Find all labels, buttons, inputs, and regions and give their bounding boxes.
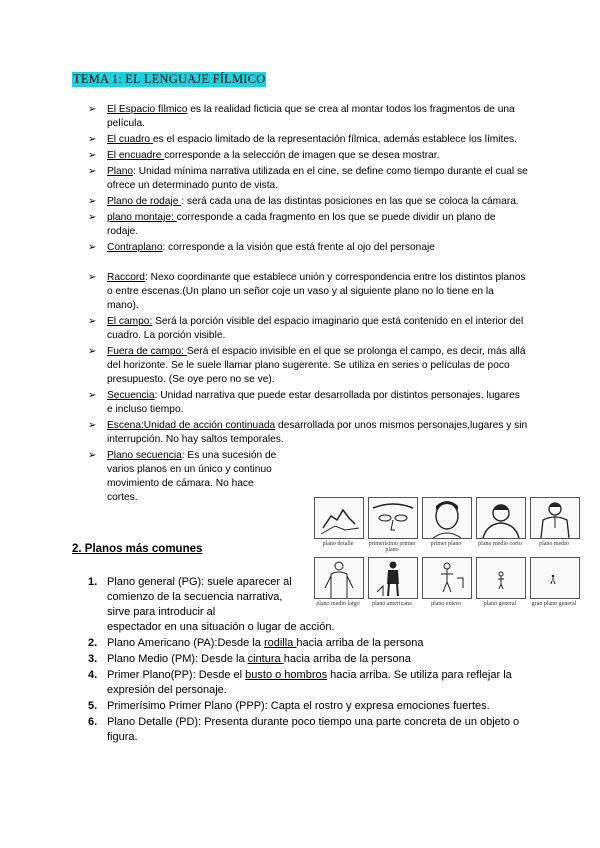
arrow-bullet-icon: ➢ [88,242,97,253]
term: Plano secuencia [107,450,182,461]
long-general-shot-sketch [531,558,579,598]
hands-detail-sketch [315,498,363,538]
shot-thumbnail [368,497,418,539]
definition-text: : Nexo coordinante que establece unión y correspondencia entre los distintos planos o entre escenas.(Un plano un señor coje un vaso y al siguiente plano no lo tiene en la mano). [107,272,526,311]
underlined-text: busto o hombros [245,669,328,681]
term: Raccord [107,272,145,283]
figure-caption: plano medio [539,541,569,547]
shot-thumbnail [314,557,364,599]
arrow-bullet-icon: ➢ [88,212,97,223]
shot-thumbnail [476,557,526,599]
term: El cuadro [107,134,153,145]
arrow-bullet-icon: ➢ [88,104,97,115]
shot-thumbnail [422,557,472,599]
list-item [88,165,528,193]
figure-caption: plano general [483,601,517,607]
shot-thumbnail [476,497,526,539]
plano-text-tail: espectador en una situación o lugar de acción. [107,621,335,633]
arrow-bullet-icon: ➢ [88,390,97,401]
plano-text: Plano Americano (PA):Desde la [107,637,264,649]
item-number: 1. [88,576,98,588]
item-number: 4. [88,669,98,681]
plano-text: Plano Detalle (PD): Presenta durante poco tiempo una parte concreta de un objeto o figura. [107,716,520,743]
plano-text-tail: hacia arriba de la persona [283,653,411,665]
arrow-bullet-icon: ➢ [88,272,97,283]
figure-caption: plano americano [372,601,412,607]
bust-sketch [477,498,525,538]
list-item [88,419,528,447]
term: Fuera de campo: [107,346,187,357]
definition-text: : será cada una de las distintas posiciones en las que se coloca la cámara. [181,196,519,207]
item-number: 5. [88,700,98,712]
plano-text: Primer Plano(PP): Desde el [107,669,246,681]
list-item [88,195,528,209]
figure-caption: plano detalle [322,541,354,547]
definitions-list [88,103,528,507]
item-number: 6. [88,716,98,728]
list-item [88,345,528,387]
face-sketch [423,498,471,538]
term: Secuencia [107,390,155,401]
arrow-bullet-icon: ➢ [88,450,97,461]
american-shot-sketch [369,558,417,598]
underlined-text: cintura [247,653,284,665]
medium-long-sketch [315,558,363,598]
shot-thumbnail [422,497,472,539]
shot-types-figure [314,497,586,615]
list-item [88,715,528,745]
full-shot-sketch [423,558,471,598]
figure-caption: primerísimo primer plano [368,541,416,553]
figure-caption: primer plano [430,541,462,547]
list-item [88,271,528,313]
arrow-bullet-icon: ➢ [88,346,97,357]
shot-thumbnail [530,497,580,539]
arrow-bullet-icon: ➢ [88,166,97,177]
term: Plano [107,166,134,177]
definition-text: : Unidad mínima narrativa utilizada en el cine, se define como tiempo durante el cual se ofrece un determinado punto de vista. [107,166,528,191]
definition-text: corresponde a la selección de imagen que se desea mostrar. [164,150,440,161]
list-item [88,241,528,255]
list-item [88,575,335,635]
arrow-bullet-icon: ➢ [88,420,97,431]
plano-text: Plano Medio (PM): Desde la [107,653,248,665]
plano-text: Plano general (PG): suele aparecer al comienzo de la secuencia narrativa, sirve para introducir al [107,576,292,618]
figure-caption: plano entero [431,601,461,607]
list-item [88,103,528,131]
definition-text: es la realidad ficticia que se crea al montar todos los fragmentos de una película. [107,104,515,129]
list-item [88,449,287,505]
list-item [88,636,528,651]
arrow-bullet-icon: ➢ [88,316,97,327]
term: El Espacio fílmico [107,104,188,115]
definition-text: : Es una sucesión de varios planos en un único y continuo movimiento de cámara. No hace cortes. [107,450,277,503]
shot-thumbnail [314,497,364,539]
list-item [88,211,528,239]
definition-text: es el espacio limitado de la representación fílmica, además establece los límites. [152,134,517,145]
arrow-bullet-icon: ➢ [88,134,97,145]
general-shot-sketch [477,558,525,598]
figure-caption: gran plano general [531,601,577,607]
shot-thumbnail [530,557,580,599]
list-item [88,668,528,698]
arrow-bullet-icon: ➢ [88,196,97,207]
page-title: TEMA 1: EL LENGUAJE FÍLMICO [73,72,266,86]
list-item [88,315,528,343]
item-number: 3. [88,653,98,665]
term: El campo: [107,316,153,327]
eyes-closeup-sketch [369,498,417,538]
term: El encuadre [107,150,165,161]
definition-text: corresponde a cada fragmento en los que se puede dividir un plano de rodaje. [107,212,496,237]
term: Contraplano [107,242,163,253]
definition-text: Será el espacio invisible en el que se prolonga el campo, es decir, más allá del horizonte. Se le suele llamar plano sugerente. Se utiliza en series o películas de poco presupuesto. (Se oye pero no se ve). [107,346,526,385]
figure-caption: plano medio corto [478,541,522,547]
figure-caption: plano medio largo [316,601,360,607]
plano-text-tail: hacia arriba. Se utiliza para reflejar la expresión del personaje. [107,669,512,696]
underlined-text: rodilla [263,637,297,649]
definition-text: : corresponde a la visión que está frente al ojo del personaje [162,242,435,253]
definition-text: Será la porción visible del espacio imaginario que está contenido en el interior del cuadro. La porción visible. [107,316,524,341]
medium-shot-sketch [531,498,579,538]
list-item [88,149,528,163]
plano-text: Primerísimo Primer Plano (PPP): Capta el rostro y expresa emociones fuertes. [107,700,490,712]
shot-thumbnail [368,557,418,599]
arrow-bullet-icon: ➢ [88,150,97,161]
term: Escena:Unidad de acción continuada [107,420,276,431]
item-number: 2. [88,637,98,649]
definition-text: : Unidad narrativa que puede estar desarrollada por distintos personajes, lugares e incluso tiempo. [107,390,520,415]
plano-text-tail: hacia arriba de la persona [296,637,424,649]
list-item [88,389,528,417]
section-heading: 2. Planos más comunes [72,543,203,555]
term: plano montaje: [107,212,177,223]
definition-text: desarrollada por unos mismos personajes,lugares y sin interrupción. No hay saltos temporales. [107,420,528,445]
list-item [88,133,528,147]
list-item [88,652,528,667]
term: Plano de rodaje [107,196,182,207]
list-item [88,699,528,714]
